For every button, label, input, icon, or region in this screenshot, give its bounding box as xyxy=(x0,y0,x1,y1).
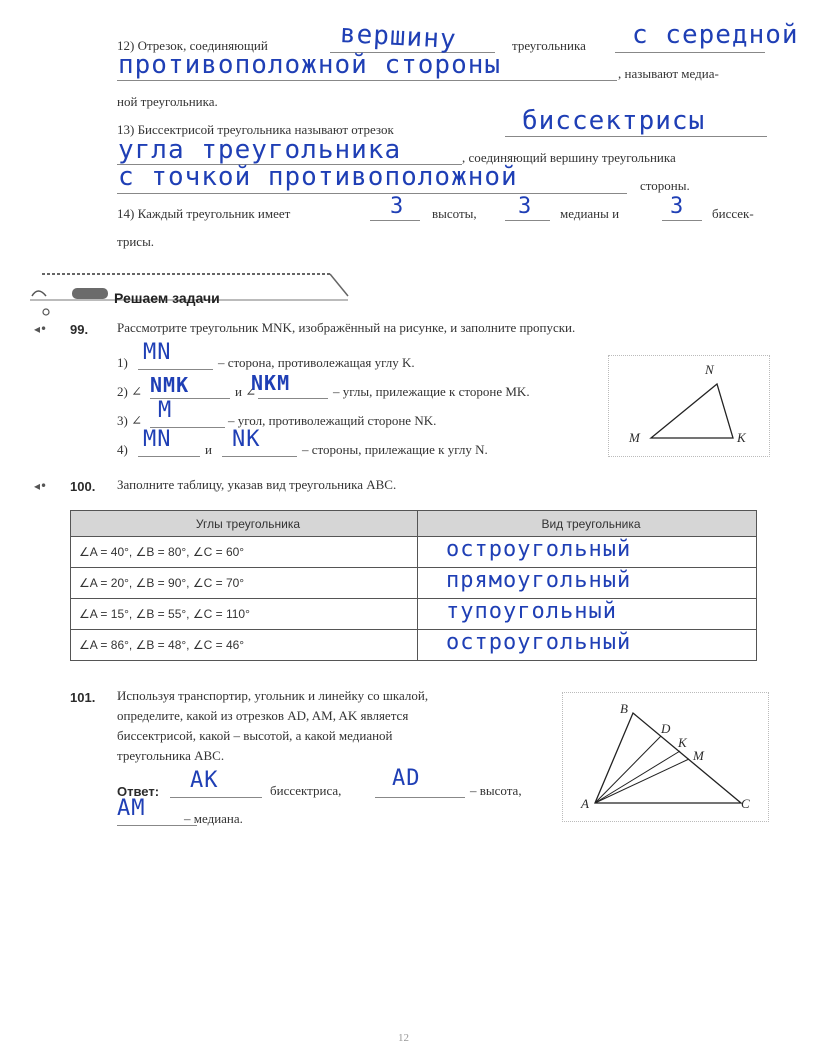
task99-line1-answer: MN xyxy=(143,340,172,365)
task100-arrow-icon: ◂• xyxy=(34,479,48,493)
table-kind-answer: остроугольный xyxy=(446,630,632,655)
table-cell-kind[interactable] xyxy=(418,599,757,630)
task99-figure xyxy=(608,355,770,457)
table-kind-answer: тупоугольный xyxy=(446,599,617,624)
task99-line4-answer2: NK xyxy=(232,427,261,452)
table-cell-angles: ∠A = 15°, ∠B = 55°, ∠C = 110° xyxy=(71,599,418,630)
table-header-angles: Углы треугольника xyxy=(71,511,418,537)
table-cell-kind[interactable] xyxy=(418,568,757,599)
table-row xyxy=(71,599,757,630)
task99-line2-prefix: 2) ∠ xyxy=(117,384,142,399)
task101-prompt-line1: Используя транспортир, угольник и линейку со шкалой, xyxy=(117,688,429,703)
task100-number: 100. xyxy=(70,479,96,494)
item14-answer-medians: 3 xyxy=(518,194,533,219)
task99-line4-answer1: MN xyxy=(143,427,172,452)
table-cell-angles: ∠A = 40°, ∠B = 80°, ∠C = 60° xyxy=(71,537,418,568)
figure101-label-d: D xyxy=(661,721,671,736)
task99-line4-prefix: 4) xyxy=(117,442,128,457)
item14-label-bisectors: биссек- xyxy=(712,206,754,221)
task100-prompt: Заполните таблицу, указав вид треугольника ABC. xyxy=(117,477,397,492)
task99-number: 99. xyxy=(70,322,89,337)
task99-line3-prefix: 3) ∠ xyxy=(117,413,142,428)
figure99-label-k: K xyxy=(737,430,746,445)
task101-label-median: – медиана. xyxy=(184,811,243,826)
item13-blank-3[interactable] xyxy=(117,193,627,194)
figure101-label-b: B xyxy=(620,701,628,716)
table-header-row xyxy=(71,511,757,537)
table-cell-kind[interactable] xyxy=(418,630,757,661)
item14-label-heights: высоты, xyxy=(432,206,477,221)
item13-blank-1[interactable] xyxy=(505,136,767,137)
item13-text-after: стороны. xyxy=(640,178,690,193)
item12-text-middle: треугольника xyxy=(512,38,586,53)
item12-answer-line2: противоположной стороны xyxy=(118,50,502,80)
task101-prompt-line3: биссектрисой, какой – высотой, а какой медианой xyxy=(117,728,393,743)
task101-number: 101. xyxy=(70,690,96,705)
task99-line2-text: – углы, прилежащие к стороне MK. xyxy=(333,384,530,399)
table-cell-angles: ∠A = 86°, ∠B = 48°, ∠C = 46° xyxy=(71,630,418,661)
task101-prompt-line4: треугольника ABC. xyxy=(117,748,225,763)
item13-text-before: 13) Биссектрисой треугольника называют отрезок xyxy=(117,122,394,137)
item12-answer-vertex: вершину xyxy=(339,18,458,56)
item12-text-before: 12) Отрезок, соединяющий xyxy=(117,38,268,53)
table-kind-answer: остроугольный xyxy=(446,537,632,562)
section-title: Решаем задачи xyxy=(114,290,220,306)
task101-label-bisector: биссектриса, xyxy=(270,783,342,798)
task99-line2-answer1: NMK xyxy=(150,373,190,397)
task99-line1-blank[interactable] xyxy=(138,369,213,370)
task101-answer-bisector: AK xyxy=(190,768,219,793)
figure99-label-m: M xyxy=(629,430,640,445)
task101-answer-height: AD xyxy=(392,766,421,791)
task99-prompt: Рассмотрите треугольник MNK, изображённый на рисунке, и заполните пропуски. xyxy=(117,320,576,335)
item12-blank-line2[interactable] xyxy=(117,80,617,81)
item12-text-after: , называют медиа- xyxy=(618,66,719,81)
task101-answer-median: AM xyxy=(117,796,146,821)
item12-text-line3: ной треугольника. xyxy=(117,94,218,109)
item13-text-middle: , соединяющий вершину треугольника xyxy=(462,150,676,165)
task99-line2-mid: и ∠ xyxy=(235,384,257,399)
table-kind-answer: прямоугольный xyxy=(446,568,632,593)
figure101-label-m: M xyxy=(693,748,704,763)
task101-blank-bisector[interactable] xyxy=(170,797,262,798)
table-row xyxy=(71,630,757,661)
task101-blank-height[interactable] xyxy=(375,797,465,798)
table-cell-angles: ∠A = 20°, ∠B = 90°, ∠C = 70° xyxy=(71,568,418,599)
table-header-kind: Вид треугольника xyxy=(418,511,757,537)
figure101-label-c: C xyxy=(741,796,750,811)
task100-table xyxy=(70,510,757,661)
task101-prompt-line2: определите, какой из отрезков AD, AM, AK является xyxy=(117,708,409,723)
figure101-label-a: A xyxy=(581,796,589,811)
item13-answer-2: угла треугольника xyxy=(118,135,402,165)
task101-figure xyxy=(562,692,769,822)
item14-text-before: 14) Каждый треугольник имеет xyxy=(117,206,291,221)
task101-answer-label: Ответ: xyxy=(117,784,160,799)
task99-line2-blank2[interactable] xyxy=(258,398,328,399)
figure101-label-k: K xyxy=(678,735,687,750)
task99-line2-answer2: NKM xyxy=(251,371,291,395)
item14-blank-bisectors[interactable] xyxy=(662,220,702,221)
item14-answer-heights: 3 xyxy=(390,194,405,219)
task99-line4-blank1[interactable] xyxy=(138,456,200,457)
item13-answer-3: с точкой противоположной xyxy=(118,162,518,192)
task99-line3-answer: M xyxy=(158,398,173,423)
task99-line4-mid: и xyxy=(205,442,212,457)
table-row xyxy=(71,537,757,568)
item14-blank-heights[interactable] xyxy=(370,220,420,221)
figure99-label-n: N xyxy=(705,362,714,377)
task101-label-height: – высота, xyxy=(470,783,522,798)
item14-text-line2: трисы. xyxy=(117,234,155,249)
task99-line1-prefix: 1) xyxy=(117,355,128,370)
item14-label-medians: медианы и xyxy=(560,206,620,221)
item13-answer-1: биссектрисы xyxy=(522,106,706,136)
item12-blank-middle[interactable] xyxy=(615,52,765,53)
table-row xyxy=(71,568,757,599)
task99-line4-text: – стороны, прилежащие к углу N. xyxy=(302,442,488,457)
item12-answer-middle: с середной xyxy=(632,20,799,50)
table-cell-kind[interactable] xyxy=(418,537,757,568)
task99-line3-text: – угол, противолежащий стороне NK. xyxy=(228,413,437,428)
item14-answer-bisectors: 3 xyxy=(670,194,685,219)
task99-line1-text: – сторона, противолежащая углу K. xyxy=(218,355,415,370)
triangle-abc-drawing xyxy=(563,693,768,821)
task99-arrow-icon: ◂• xyxy=(34,322,48,336)
task99-line4-blank2[interactable] xyxy=(222,456,297,457)
item14-blank-medians[interactable] xyxy=(505,220,550,221)
page-number: 12 xyxy=(398,1032,409,1044)
